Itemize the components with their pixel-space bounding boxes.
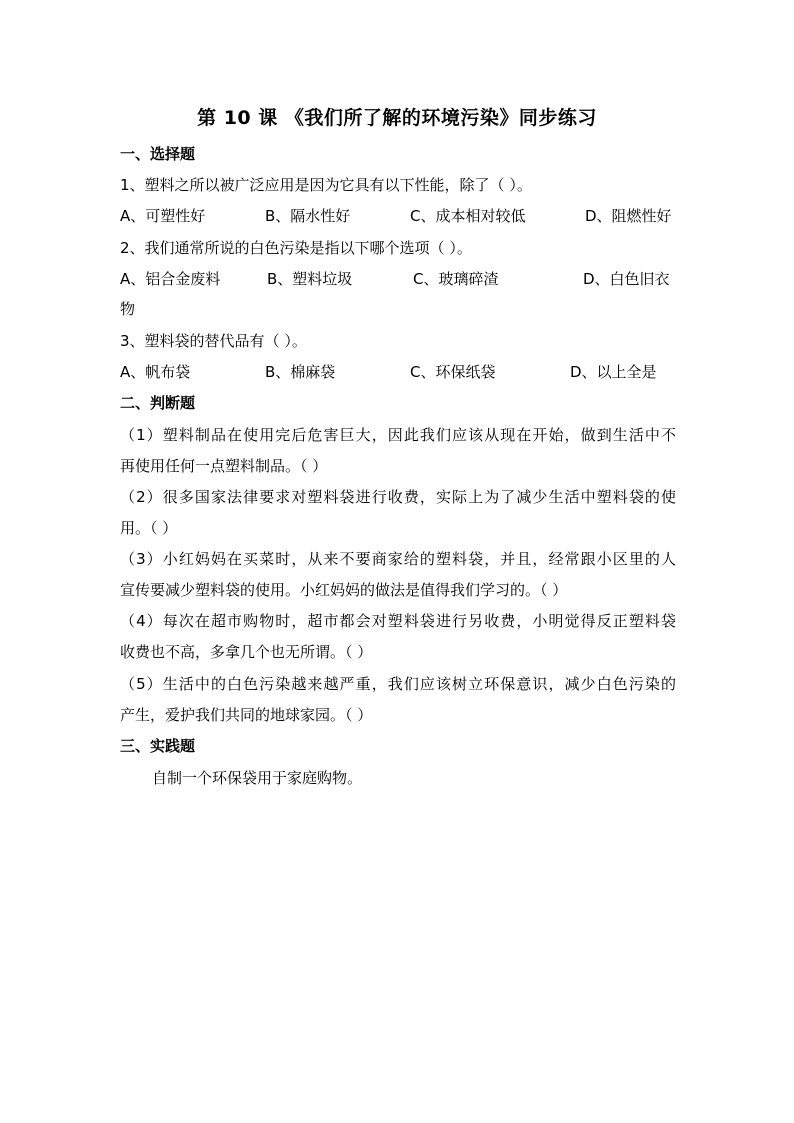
judgement-4-line-2: 收费也不高，多拿几个也无所谓。（ ） bbox=[120, 643, 373, 661]
option-a: A、铝合金废料 bbox=[120, 270, 221, 288]
option-d: D、白色旧衣 bbox=[583, 270, 670, 288]
judgement-4-line-1: （4）每次在超市购物时，超市都会对塑料袋进行另收费，小明觉得反正塑料袋 bbox=[120, 612, 676, 630]
option-c: C、成本相对较低 bbox=[410, 207, 526, 225]
question-2-wrap: 物 bbox=[120, 300, 136, 318]
option-c: C、环保纸袋 bbox=[410, 363, 496, 381]
practice-task: 自制一个环保袋用于家庭购物。 bbox=[152, 769, 363, 787]
section-heading-practice: 三、实践题 bbox=[120, 737, 196, 755]
question-3-options bbox=[120, 361, 680, 383]
judgement-5-line-1: （5）生活中的白色污染越来越严重，我们应该树立环保意识，减少白色污染的 bbox=[120, 675, 676, 693]
option-b: B、棉麻袋 bbox=[265, 363, 336, 381]
judgement-1-line-1: （1）塑料制品在使用完后危害巨大，因此我们应该从现在开始，做到生活中不 bbox=[120, 426, 676, 444]
option-a: A、可塑性好 bbox=[120, 207, 206, 225]
question-1-options bbox=[120, 205, 680, 227]
option-d: D、以上全是 bbox=[570, 363, 657, 381]
judgement-3-line-1: （3）小红妈妈在买菜时，从来不要商家给的塑料袋，并且，经常跟小区里的人 bbox=[120, 550, 676, 568]
question-1: 1、塑料之所以被广泛应用是因为它具有以下性能，除了（ ）。 bbox=[120, 176, 532, 194]
judgement-1-line-2: 再使用任何一点塑料制品。（ ） bbox=[120, 457, 328, 475]
option-d: D、阻燃性好 bbox=[585, 207, 672, 225]
option-b: B、隔水性好 bbox=[265, 207, 351, 225]
question-2: 2、我们通常所说的白色污染是指以下哪个选项（ ）。 bbox=[120, 239, 472, 257]
option-c: C、玻璃碎渣 bbox=[413, 270, 499, 288]
section-heading-judgement: 二、判断题 bbox=[120, 394, 196, 412]
judgement-2-line-2: 用。（ ） bbox=[120, 519, 178, 537]
section-heading-choice: 一、选择题 bbox=[120, 145, 196, 163]
option-b: B、塑料垃圾 bbox=[267, 270, 353, 288]
option-a: A、帆布袋 bbox=[120, 363, 191, 381]
page-title: 第 10 课 《我们所了解的环境污染》同步练习 bbox=[197, 107, 597, 129]
judgement-5-line-2: 产生，爱护我们共同的地球家园。（ ） bbox=[120, 706, 373, 724]
question-3: 3、塑料袋的替代品有（ ）。 bbox=[120, 332, 307, 350]
judgement-3-line-2: 宣传要减少塑料袋的使用。小红妈妈的做法是值得我们学习的。（ ） bbox=[120, 581, 568, 599]
question-2-options bbox=[120, 268, 680, 290]
judgement-2-line-1: （2）很多国家法律要求对塑料袋进行收费，实际上为了减少生活中塑料袋的使 bbox=[120, 488, 676, 506]
